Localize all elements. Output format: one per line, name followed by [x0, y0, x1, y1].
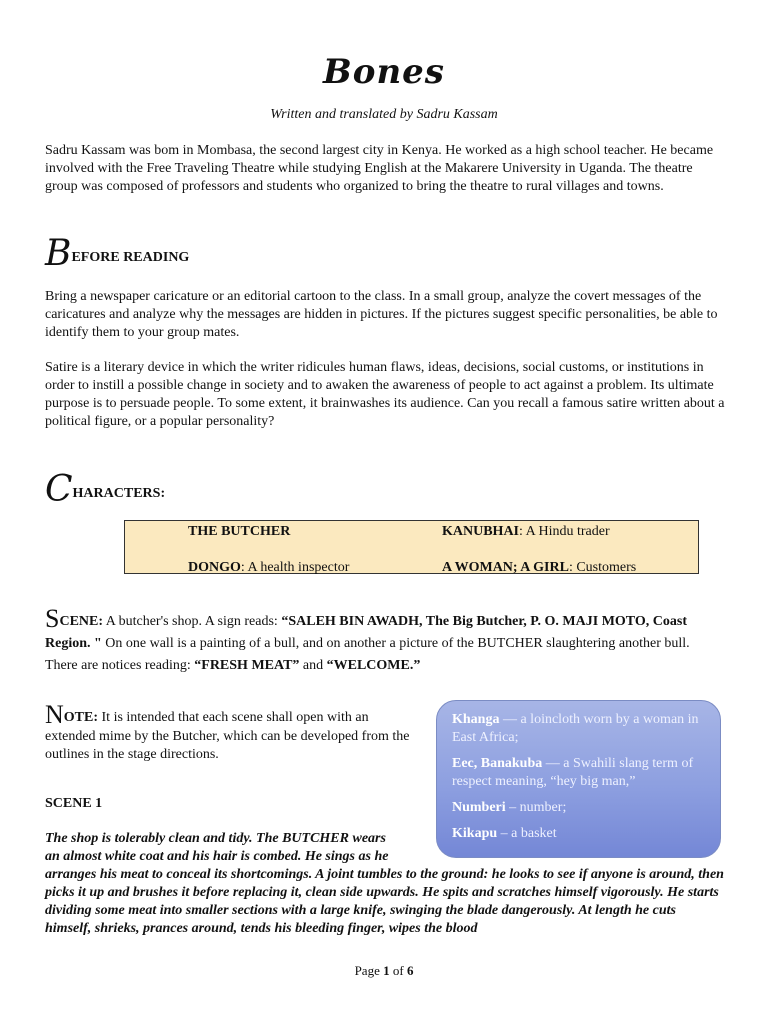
glossary-box	[436, 700, 721, 858]
character-kanubhai: KANUBHAI: A Hindu trader	[442, 524, 610, 539]
character-woman-girl: A WOMAN; A GIRL: Customers	[442, 560, 637, 575]
shop-sign-text: “SALEH BIN AWADH, The Big Butcher, P. O. MAJI MOTO, Coast Region. "	[45, 614, 687, 651]
characters-table	[124, 520, 699, 574]
scene-description: SCENE: A butcher's shop. A sign reads: “SALEH BIN AWADH, The Big Butcher, P. O. MAJI MOTO, Coast Region. " On one wall is a painting of a bull, and on another a picture of the BUTCHER slaughtering another bull. There are notices reading: “FRESH MEAT” and “WELCOME.”	[45, 604, 690, 673]
page-footer: Page 1 of 6	[354, 963, 414, 978]
before-reading-label: EFORE READING	[71, 250, 190, 265]
character-butcher: THE BUTCHER	[188, 524, 291, 539]
characters-heading	[45, 469, 725, 510]
author-intro: Sadru Kassam was bom in Mombasa, the second largest city in Kenya. He worked as a high school teacher. He became involved with the Free Traveling Theatre while studying English at the Makarere University in Uganda. The theatre group was composed of professors and students who organized to bring the theatre to rural villages and towns.	[45, 143, 714, 194]
total-pages: 6	[406, 963, 414, 978]
scene-1-line-1: The shop is tolerably clean and tidy. The BUTCHER wears	[45, 831, 386, 846]
character-dongo: DONGO: A health inspector	[188, 560, 350, 575]
before-reading-heading	[45, 233, 725, 274]
before-reading-paragraph-1: Bring a newspaper caricature or an editorial cartoon to the class. In a small group, analyze the covert messages of the caricatures and analyze why the messages are hidden in pictures. If the pictures suggest specific personalities, be able to identify them to your group mates.	[45, 289, 718, 340]
byline: Written and translated by Sadru Kassam	[270, 107, 498, 122]
document-title: Bones	[323, 52, 445, 92]
scene-1-line-2: an almost white coat and his hair is combed. He sings as he	[45, 849, 389, 864]
before-reading-dropcap: B	[45, 233, 72, 274]
note-dropcap: N	[45, 700, 64, 729]
scene-dropcap: S	[45, 604, 60, 633]
current-page-number: 1	[383, 963, 390, 978]
before-reading-paragraph-2: Satire is a literary device in which the writer ridicules human flaws, ideas, decisions, social customs, or institutions in order to instill a possible change in society and to awaken the awareness of people to act against a problem. Its ultimate purpose is to persuade people. To some extent, it brainwashes its audience. Can you recall a famous satire written about a political figure, or a popular personality?	[45, 360, 725, 429]
glossary-entry: Khanga — a loincloth worn by a woman in East Africa;	[452, 712, 699, 745]
glossary-entry: Numberi – number;	[452, 800, 567, 815]
characters-dropcap: C	[45, 469, 73, 510]
note-paragraph: NOTE: It is intended that each scene shall open with an extended mime by the Butcher, which can be developed from the outlines in the stage directions.	[45, 700, 410, 762]
scene-1-heading: SCENE 1	[45, 796, 103, 811]
characters-label: HARACTERS:	[72, 486, 166, 501]
scene-1-stage-directions: arranges his meat to conceal its shortcomings. A joint tumbles to the ground: he looks to see if anyone is around, then picks it up and brushes it before replacing it, clean side upwards. He spits and scratches himself vigorously. He starts dividing some meat into smaller sections with a large knife, swinging the blade dangerously. At length he cuts himself, shrieks, prances around, tends his bleeding finger, wipes the blood	[45, 867, 724, 936]
glossary-entry: Eec, Banakuba — a Swahili slang term of respect meaning, “hey big man,”	[452, 756, 694, 789]
glossary-entry: Kikapu – a basket	[452, 826, 557, 841]
